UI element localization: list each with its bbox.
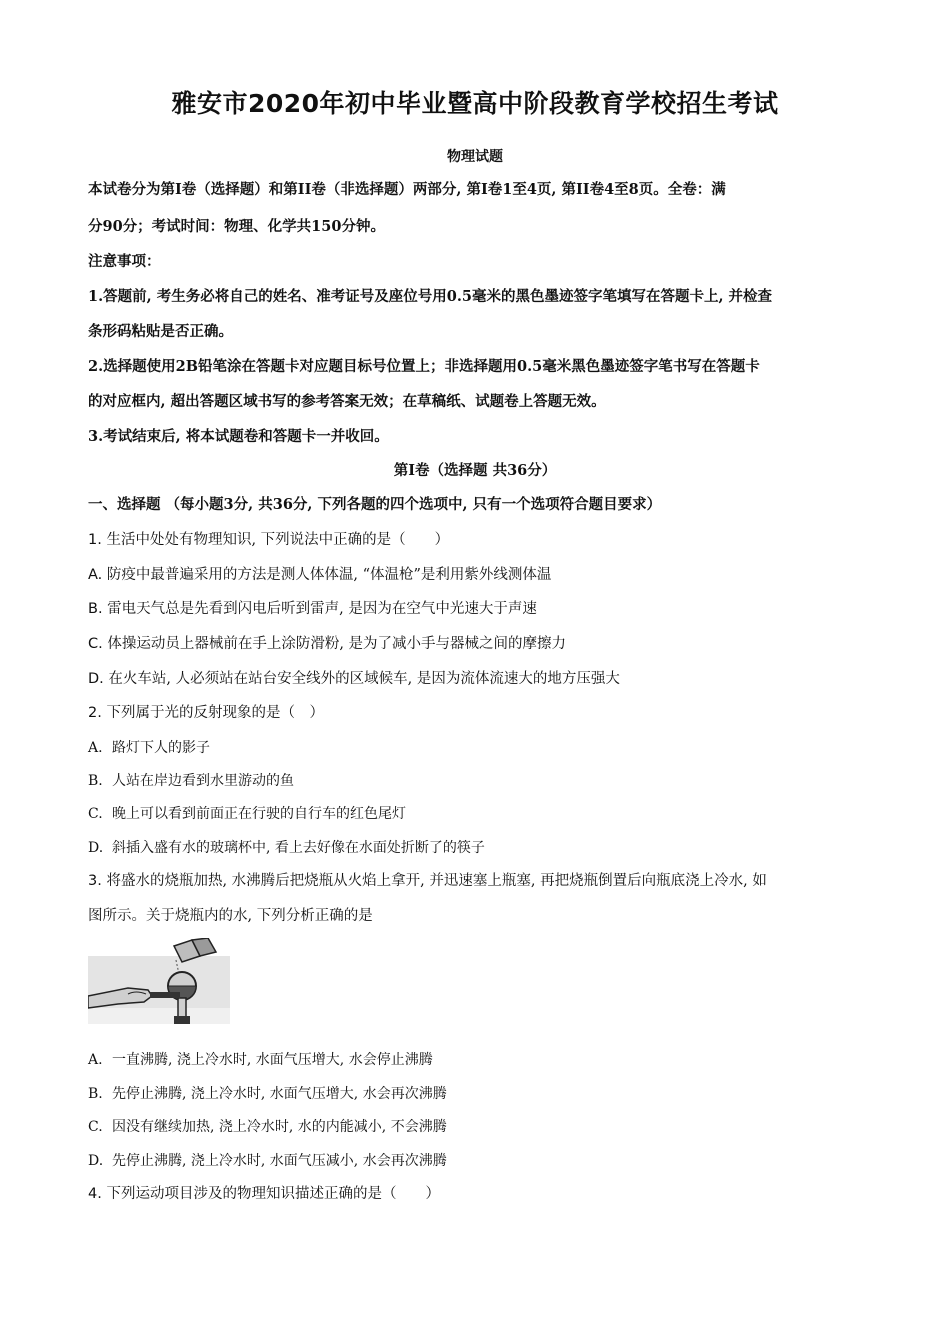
question-number: 2. [88, 705, 102, 721]
subject-title: 物理试题 [447, 149, 503, 165]
option-letter: B. [88, 1086, 103, 1102]
option-text: 在火车站, 人必须站在站台安全线外的区域候车, 是因为流体流速大的地方压强大 [103, 671, 620, 687]
option-text: 人站在岸边看到水里游动的鱼 [112, 773, 294, 789]
inverted-flask-figure [88, 938, 230, 1028]
option-letter: C. [88, 806, 103, 822]
note-1-line-1: 1.答题前, 考生务必将自己的姓名、准考证号及座位号用0.5毫米的黑色墨迹签字笔填写在答题卡上, 并检查 [88, 288, 773, 305]
note-1-line-2: 条形码粘贴是否正确。 [88, 323, 233, 340]
q3-option-c [88, 1117, 868, 1137]
q1-option-a [88, 565, 868, 585]
figure-floor [88, 1008, 230, 1024]
option-text: 先停止沸腾, 浇上冷水时, 水面气压减小, 水会再次沸腾 [112, 1153, 447, 1169]
q2-option-d [88, 838, 868, 858]
option-text: 雷电天气总是先看到闪电后听到雷声, 是因为在空气中光速大于声速 [102, 601, 537, 617]
option-letter: B. [88, 601, 103, 617]
question-number: 4. [88, 1186, 102, 1202]
option-letter: C. [88, 636, 103, 652]
q1-option-c [88, 634, 868, 654]
note-2-line-2: 的对应框内, 超出答题区域书写的参考答案无效；在草稿纸、试题卷上答题无效。 [88, 393, 606, 410]
option-letter: A. [88, 567, 103, 583]
question-number: 1. [88, 532, 102, 548]
option-text: 体操运动员上器械前在手上涂防滑粉, 是为了减小手与器械之间的摩擦力 [102, 636, 567, 652]
option-text: 防疫中最普遍采用的方法是测人体体温, “体温枪”是利用紫外线测体温 [102, 567, 552, 583]
note-2-line-1: 2.选择题使用2B铅笔涂在答题卡对应题目标号位置上；非选择题用0.5毫米黑色墨迹签字笔书写在答题卡 [88, 358, 760, 375]
question-3 [88, 871, 868, 891]
option-letter: A. [88, 740, 103, 756]
option-text: 因没有继续加热, 浇上冷水时, 水的内能减小, 不会沸腾 [112, 1119, 447, 1135]
option-letter: D. [88, 1153, 104, 1169]
option-letter: A. [88, 1052, 103, 1068]
intro-line-2: 分90分；考试时间：物理、化学共150分钟。 [88, 218, 385, 235]
option-text: 先停止沸腾, 浇上冷水时, 水面气压增大, 水会再次沸腾 [112, 1086, 447, 1102]
option-text: 一直沸腾, 浇上冷水时, 水面气压增大, 水会停止沸腾 [112, 1052, 433, 1068]
q1-option-d [88, 669, 868, 689]
question-1 [88, 530, 868, 550]
intro-line-1: 本试卷分为第I卷（选择题）和第II卷（非选择题）两部分, 第I卷1至4页, 第II卷4至8页。全卷：满 [88, 181, 726, 198]
question-stem: 下列运动项目涉及的物理知识描述正确的是（ ） [101, 1186, 440, 1202]
q3-option-d [88, 1151, 868, 1171]
section-instruction: 一、选择题 （每小题3分, 共36分, 下列各题的四个选项中, 只有一个选项符合题目要求） [88, 496, 662, 513]
section-title: 第I卷（选择题 共36分） [393, 462, 557, 479]
question-number: 3. [88, 873, 102, 889]
option-text: 晚上可以看到前面正在行驶的自行车的红色尾灯 [112, 806, 406, 822]
page-title: 雅安市2020年初中毕业暨高中阶段教育学校招生考试 [171, 89, 779, 118]
option-text: 路灯下人的影子 [112, 740, 210, 756]
question-stem-line-1: 将盛水的烧瓶加热, 水沸腾后把烧瓶从火焰上拿开, 并迅速塞上瓶塞, 再把烧瓶倒置后向瓶底浇上冷水, 如 [101, 873, 767, 889]
option-letter: D. [88, 671, 104, 687]
question-stem: 生活中处处有物理知识, 下列说法中正确的是（ ） [101, 532, 450, 548]
question-stem: 下列属于光的反射现象的是（ ） [101, 705, 324, 721]
option-text: 斜插入盛有水的玻璃杯中, 看上去好像在水面处折断了的筷子 [112, 840, 485, 856]
question-4 [88, 1184, 868, 1204]
note-3: 3.考试结束后, 将本试题卷和答题卡一并收回。 [88, 428, 389, 445]
notes-heading: 注意事项： [88, 253, 161, 270]
question-2 [88, 703, 868, 723]
q3-option-b [88, 1084, 868, 1104]
question-3-line-2: 图所示。关于烧瓶内的水, 下列分析正确的是 [88, 908, 373, 924]
q3-option-a [88, 1050, 868, 1070]
option-letter: D. [88, 840, 104, 856]
q2-option-c [88, 804, 868, 824]
option-letter: B. [88, 773, 103, 789]
q2-option-a [88, 738, 868, 758]
q2-option-b [88, 771, 868, 791]
option-letter: C. [88, 1119, 103, 1135]
q1-option-b [88, 599, 868, 619]
